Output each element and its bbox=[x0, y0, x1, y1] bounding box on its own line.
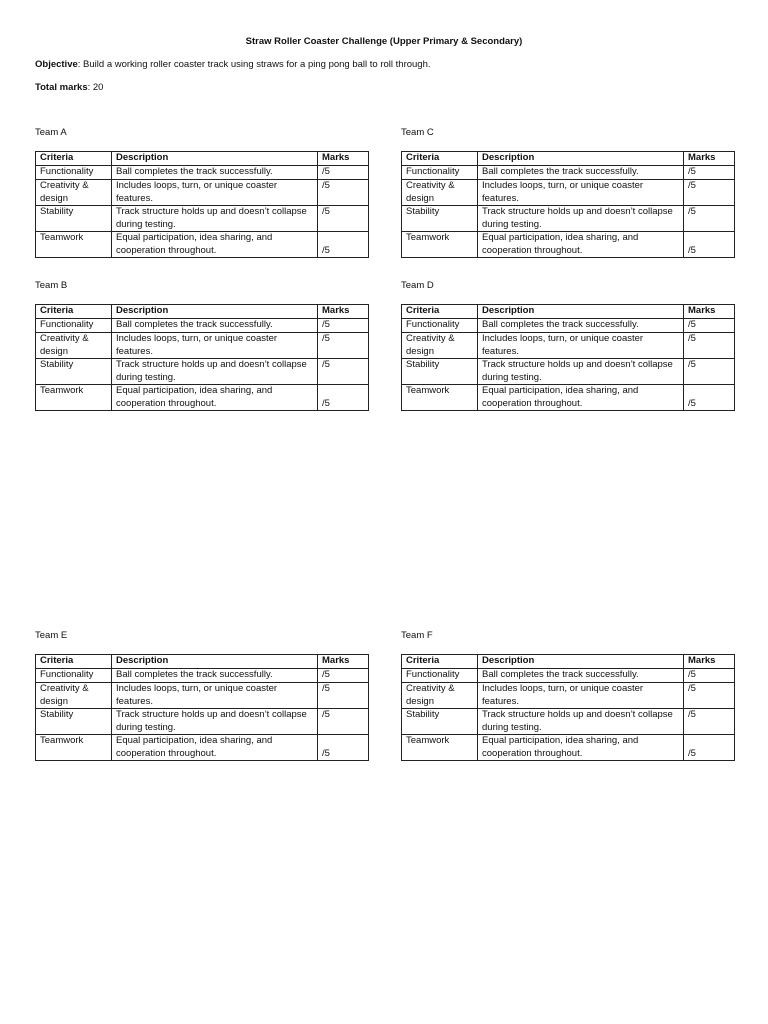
description-cell: Track structure holds up and doesn’t collapse during testing. bbox=[112, 359, 318, 385]
team-block-c bbox=[401, 127, 734, 258]
description-cell: Track structure holds up and doesn’t collapse during testing. bbox=[112, 206, 318, 232]
description-cell: Track structure holds up and doesn’t collapse during testing. bbox=[112, 709, 318, 735]
criteria-cell: Functionality bbox=[402, 319, 478, 333]
table-row bbox=[36, 319, 369, 333]
criteria-cell: Teamwork bbox=[36, 735, 112, 761]
description-cell: Track structure holds up and doesn’t collapse during testing. bbox=[478, 359, 684, 385]
criteria-cell: Creativity & design bbox=[36, 333, 112, 359]
criteria-cell: Creativity & design bbox=[402, 180, 478, 206]
table-row bbox=[36, 669, 369, 683]
marks-header: Marks bbox=[318, 305, 369, 319]
table-row bbox=[36, 166, 369, 180]
header-row bbox=[36, 305, 369, 319]
header-row bbox=[402, 655, 735, 669]
description-header: Description bbox=[478, 305, 684, 319]
description-cell: Includes loops, turn, or unique coaster features. bbox=[478, 683, 684, 709]
description-header: Description bbox=[112, 152, 318, 166]
table-row bbox=[402, 683, 735, 709]
description-cell: Includes loops, turn, or unique coaster features. bbox=[478, 180, 684, 206]
marks-cell: /5 bbox=[318, 166, 369, 180]
table-row bbox=[402, 232, 735, 258]
criteria-cell: Stability bbox=[402, 709, 478, 735]
marks-cell: /5 bbox=[318, 359, 369, 385]
criteria-cell: Teamwork bbox=[402, 735, 478, 761]
table-row bbox=[402, 735, 735, 761]
marks-cell: /5 bbox=[684, 319, 735, 333]
header-row bbox=[36, 152, 369, 166]
marks-cell: /5 bbox=[684, 232, 735, 258]
description-cell: Ball completes the track successfully. bbox=[478, 319, 684, 333]
criteria-cell: Creativity & design bbox=[402, 683, 478, 709]
table-row bbox=[402, 669, 735, 683]
marks-cell: /5 bbox=[318, 319, 369, 333]
criteria-header: Criteria bbox=[36, 655, 112, 669]
description-cell: Includes loops, turn, or unique coaster features. bbox=[112, 180, 318, 206]
table-row bbox=[36, 359, 369, 385]
table-row bbox=[36, 206, 369, 232]
marks-cell: /5 bbox=[318, 709, 369, 735]
rubric-table bbox=[401, 304, 735, 411]
objective-line bbox=[35, 59, 431, 70]
criteria-cell: Stability bbox=[36, 359, 112, 385]
marks-cell: /5 bbox=[684, 385, 735, 411]
criteria-cell: Stability bbox=[36, 206, 112, 232]
rubric-table bbox=[35, 654, 369, 761]
marks-header: Marks bbox=[318, 152, 369, 166]
criteria-header: Criteria bbox=[36, 305, 112, 319]
criteria-cell: Creativity & design bbox=[36, 683, 112, 709]
criteria-cell: Teamwork bbox=[36, 385, 112, 411]
team-block-d bbox=[401, 280, 734, 411]
description-header: Description bbox=[478, 152, 684, 166]
criteria-cell: Functionality bbox=[36, 669, 112, 683]
header-row bbox=[402, 152, 735, 166]
description-cell: Ball completes the track successfully. bbox=[478, 166, 684, 180]
marks-cell: /5 bbox=[318, 683, 369, 709]
description-cell: Ball completes the track successfully. bbox=[112, 669, 318, 683]
description-cell: Ball completes the track successfully. bbox=[478, 669, 684, 683]
table-row bbox=[36, 232, 369, 258]
table-row bbox=[402, 180, 735, 206]
description-header: Description bbox=[478, 655, 684, 669]
description-cell: Includes loops, turn, or unique coaster features. bbox=[112, 683, 318, 709]
marks-cell: /5 bbox=[684, 166, 735, 180]
criteria-header: Criteria bbox=[402, 305, 478, 319]
description-cell: Track structure holds up and doesn’t collapse during testing. bbox=[478, 206, 684, 232]
description-cell: Ball completes the track successfully. bbox=[112, 319, 318, 333]
table-row bbox=[36, 180, 369, 206]
table-row bbox=[402, 359, 735, 385]
rubric-table bbox=[401, 654, 735, 761]
table-row bbox=[36, 385, 369, 411]
criteria-cell: Functionality bbox=[36, 166, 112, 180]
marks-cell: /5 bbox=[684, 333, 735, 359]
marks-cell: /5 bbox=[318, 232, 369, 258]
table-row bbox=[402, 206, 735, 232]
criteria-cell: Functionality bbox=[402, 669, 478, 683]
marks-cell: /5 bbox=[318, 180, 369, 206]
criteria-header: Criteria bbox=[402, 152, 478, 166]
marks-header: Marks bbox=[684, 655, 735, 669]
total-marks-label: Total marks bbox=[35, 82, 88, 93]
table-row bbox=[36, 735, 369, 761]
criteria-cell: Stability bbox=[402, 359, 478, 385]
table-row bbox=[36, 683, 369, 709]
criteria-cell: Creativity & design bbox=[36, 180, 112, 206]
team-block-f bbox=[401, 630, 734, 761]
table-row bbox=[36, 333, 369, 359]
team-label: Team B bbox=[35, 280, 68, 291]
table-row bbox=[402, 319, 735, 333]
total-marks-line bbox=[35, 82, 103, 93]
marks-cell: /5 bbox=[684, 669, 735, 683]
table-row bbox=[402, 166, 735, 180]
page-title: Straw Roller Coaster Challenge (Upper Primary & Secondary) bbox=[245, 36, 523, 47]
criteria-cell: Teamwork bbox=[402, 232, 478, 258]
team-label: Team C bbox=[401, 127, 434, 138]
marks-cell: /5 bbox=[318, 735, 369, 761]
criteria-cell: Stability bbox=[36, 709, 112, 735]
marks-cell: /5 bbox=[318, 669, 369, 683]
team-label: Team F bbox=[401, 630, 433, 641]
team-block-b bbox=[35, 280, 368, 411]
description-cell: Equal participation, idea sharing, and cooperation throughout. bbox=[478, 735, 684, 761]
description-header: Description bbox=[112, 305, 318, 319]
criteria-header: Criteria bbox=[402, 655, 478, 669]
table-row bbox=[36, 709, 369, 735]
team-block-a bbox=[35, 127, 368, 258]
description-cell: Equal participation, idea sharing, and cooperation throughout. bbox=[478, 232, 684, 258]
marks-header: Marks bbox=[684, 152, 735, 166]
description-cell: Equal participation, idea sharing, and cooperation throughout. bbox=[112, 232, 318, 258]
criteria-cell: Stability bbox=[402, 206, 478, 232]
marks-header: Marks bbox=[318, 655, 369, 669]
description-cell: Includes loops, turn, or unique coaster features. bbox=[112, 333, 318, 359]
header-row bbox=[36, 655, 369, 669]
marks-cell: /5 bbox=[318, 333, 369, 359]
description-cell: Equal participation, idea sharing, and cooperation throughout. bbox=[478, 385, 684, 411]
rubric-table bbox=[35, 304, 369, 411]
table-row bbox=[402, 385, 735, 411]
description-cell: Track structure holds up and doesn’t collapse during testing. bbox=[478, 709, 684, 735]
marks-cell: /5 bbox=[684, 206, 735, 232]
criteria-cell: Functionality bbox=[402, 166, 478, 180]
team-label: Team A bbox=[35, 127, 67, 138]
marks-cell: /5 bbox=[684, 735, 735, 761]
criteria-cell: Teamwork bbox=[402, 385, 478, 411]
description-cell: Equal participation, idea sharing, and cooperation throughout. bbox=[112, 735, 318, 761]
marks-cell: /5 bbox=[318, 385, 369, 411]
description-cell: Includes loops, turn, or unique coaster features. bbox=[478, 333, 684, 359]
objective-text: : Build a working roller coaster track using straws for a ping pong ball to roll through. bbox=[77, 59, 431, 70]
marks-header: Marks bbox=[684, 305, 735, 319]
description-header: Description bbox=[112, 655, 318, 669]
marks-cell: /5 bbox=[684, 683, 735, 709]
marks-cell: /5 bbox=[318, 206, 369, 232]
criteria-header: Criteria bbox=[36, 152, 112, 166]
table-row bbox=[402, 333, 735, 359]
team-block-e bbox=[35, 630, 368, 761]
marks-cell: /5 bbox=[684, 359, 735, 385]
objective-label: Objective bbox=[35, 59, 78, 70]
description-cell: Equal participation, idea sharing, and cooperation throughout. bbox=[112, 385, 318, 411]
marks-cell: /5 bbox=[684, 180, 735, 206]
total-marks-value: : 20 bbox=[87, 82, 104, 93]
header-row bbox=[402, 305, 735, 319]
table-row bbox=[402, 709, 735, 735]
marks-cell: /5 bbox=[684, 709, 735, 735]
criteria-cell: Teamwork bbox=[36, 232, 112, 258]
description-cell: Ball completes the track successfully. bbox=[112, 166, 318, 180]
rubric-table bbox=[35, 151, 369, 258]
rubric-table bbox=[401, 151, 735, 258]
team-label: Team D bbox=[401, 280, 434, 291]
criteria-cell: Creativity & design bbox=[402, 333, 478, 359]
team-label: Team E bbox=[35, 630, 68, 641]
criteria-cell: Functionality bbox=[36, 319, 112, 333]
